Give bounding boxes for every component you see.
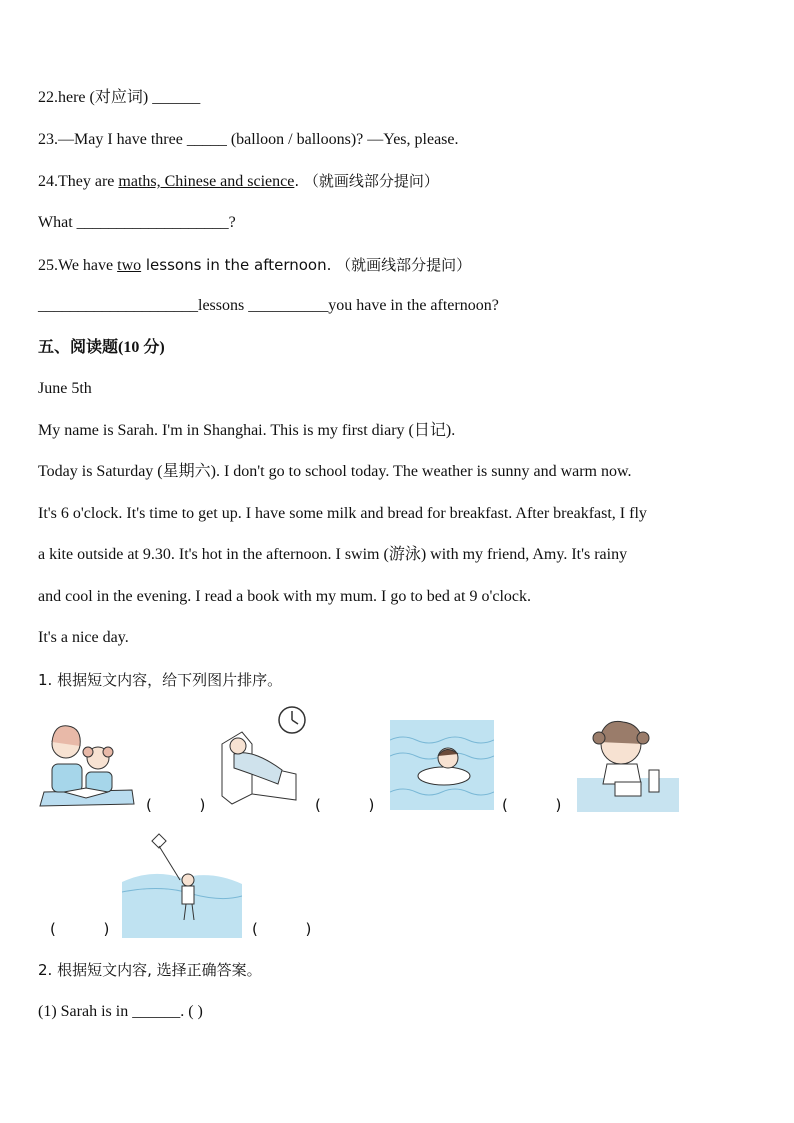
bed-clock-picture [212,704,312,808]
passage-date: June 5th [38,380,92,397]
swimming-picture [390,720,494,810]
task-2-title: 2. 根据短文内容, 选择正确答案。 [38,961,262,979]
passage-line: Today is Saturday (星期六). I don't go to school today. The weather is sunny and warm now. [38,463,632,480]
passage-line: It's a nice day. [38,629,129,646]
question-25 [38,255,471,276]
q24-prefix: 24.They are [38,173,119,190]
question-24 [38,171,439,192]
kite-picture [122,832,242,938]
passage-line: It's 6 o'clock. It's time to get up. I have some milk and bread for breakfast. After breakfast, I fly [38,505,647,522]
question-24-answer: What ___________________? [38,214,236,231]
answer-paren[interactable]: ( ) [502,796,562,814]
q25-underlined: two [117,257,142,274]
question-23: 23.—May I have three _____ (balloon / balloons)? —Yes, please. [38,131,459,148]
question-25-answer: ____________________lessons __________you have in the afternoon? [38,297,499,314]
mother-reading-picture [38,714,138,808]
breakfast-picture [577,712,679,812]
answer-paren[interactable]: ( ) [252,920,312,938]
answer-paren[interactable]: ( ) [50,920,110,938]
answer-paren[interactable]: ( ) [315,796,375,814]
task-1-title: 1. 根据短文内容，给下列图片排序。 [38,671,283,689]
task-2-question-1: (1) Sarah is in ______. ( ) [38,1003,203,1020]
q24-suffix: . （就画线部分提问） [294,172,439,190]
passage-line: My name is Sarah. I'm in Shanghai. This is my first diary (日记). [38,422,456,439]
passage-line: and cool in the evening. I read a book with my mum. I go to bed at 9 o'clock. [38,588,531,605]
question-22: 22.here (对应词) ______ [38,89,201,106]
answer-paren[interactable]: ( ) [146,796,206,814]
q25-suffix: lessons in the afternoon. （就画线部分提问） [141,256,472,274]
passage-line: a kite outside at 9.30. It's hot in the afternoon. I swim (游泳) with my friend, Amy. It's rainy [38,546,628,563]
section-title: 五、阅读题(10 分) [38,339,165,356]
q25-prefix: 25.We have [38,257,118,274]
q24-underlined: maths, Chinese and science [118,173,295,190]
